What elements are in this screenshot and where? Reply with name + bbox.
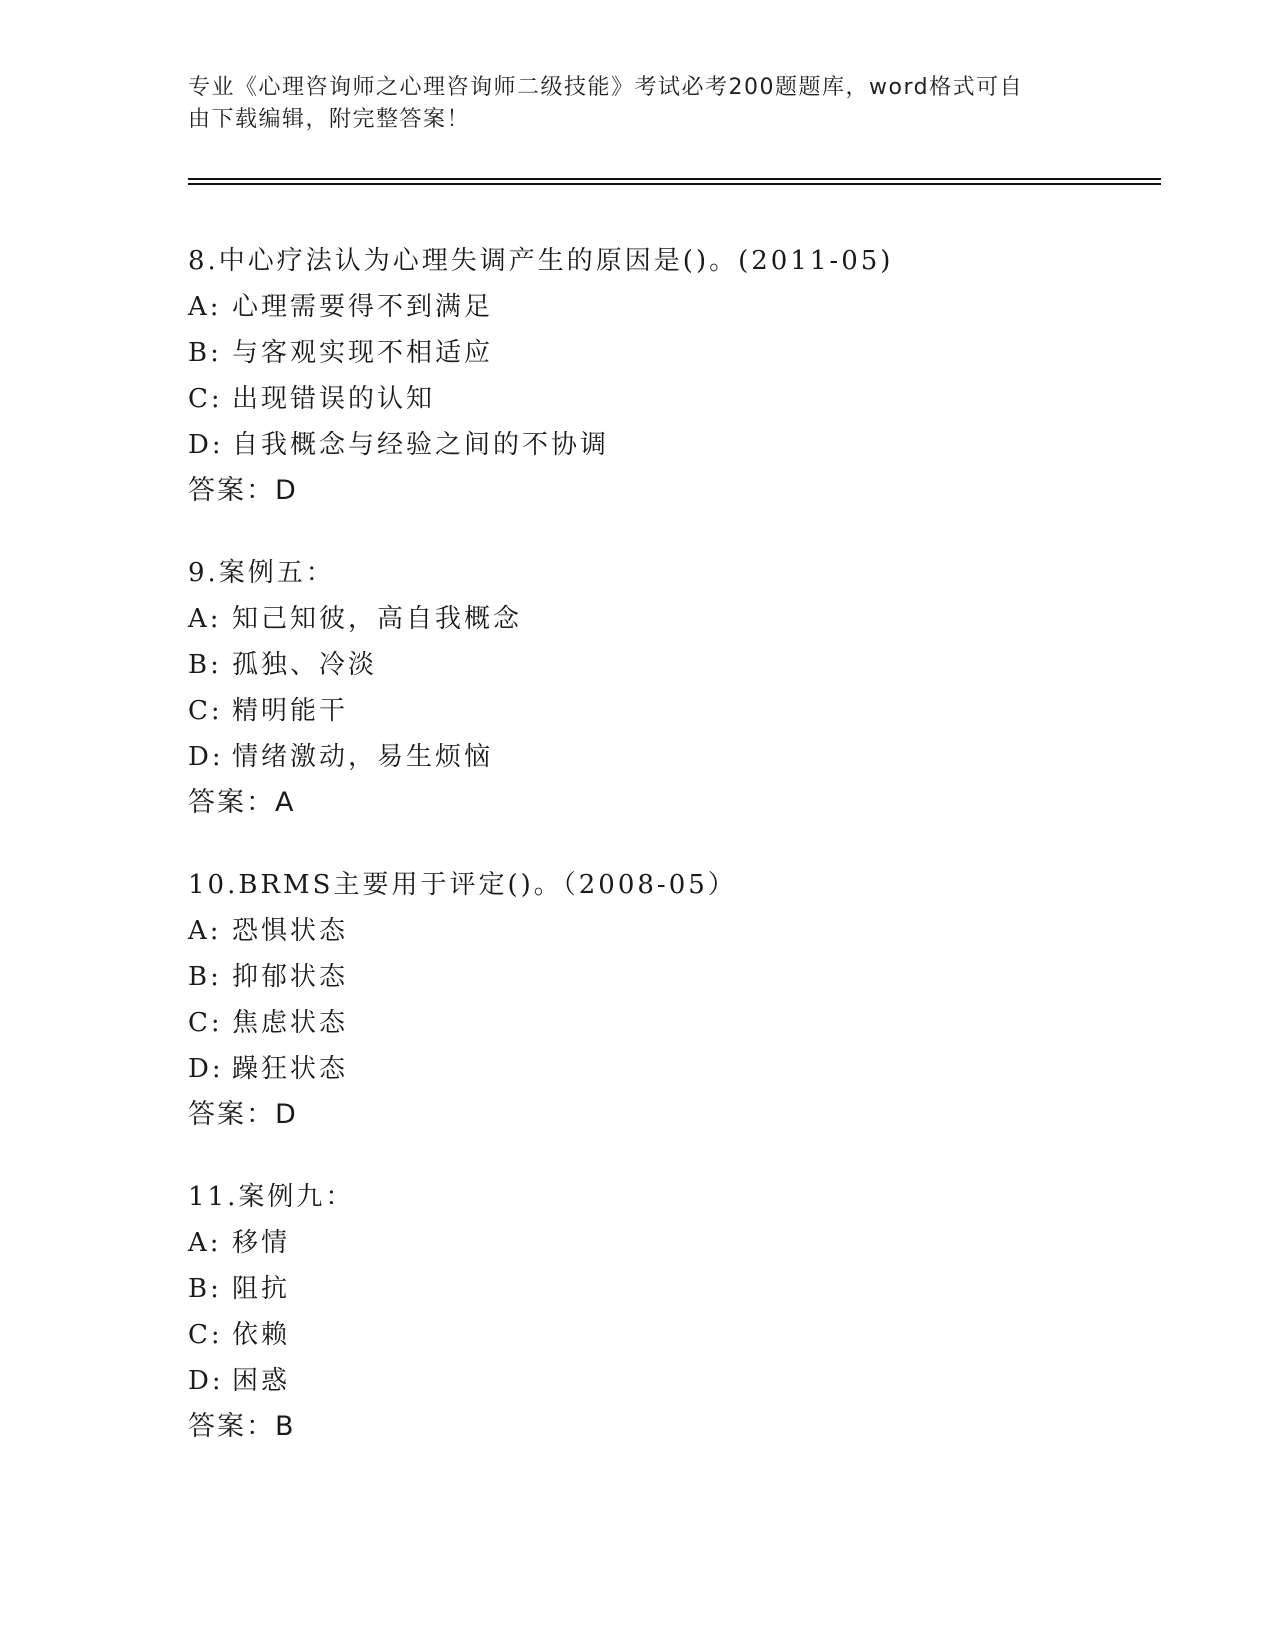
option-key: A: <box>188 1228 222 1258</box>
option-d <box>188 734 1148 780</box>
option-key: A: <box>188 604 222 634</box>
question-stem: 10.BRMS主要用于评定()。（2008-05） <box>188 870 737 900</box>
option-text: 情绪激动，易生烦恼 <box>232 742 494 772</box>
option-text: 知己知彼，高自我概念 <box>232 604 523 634</box>
option-key: D: <box>188 1054 224 1084</box>
option-b <box>188 1266 1148 1312</box>
option-key: B: <box>188 338 222 368</box>
option-text: 抑郁状态 <box>232 962 349 992</box>
option-c <box>188 1312 1148 1358</box>
option-c <box>188 1000 1148 1046</box>
option-text: 出现错误的认知 <box>232 384 436 414</box>
question-item <box>188 238 1148 514</box>
option-c <box>188 376 1148 422</box>
answer-line: 答案：D <box>188 1099 298 1130</box>
option-b <box>188 954 1148 1000</box>
option-key: B: <box>188 962 222 992</box>
answer-line: 答案：D <box>188 475 298 506</box>
option-text: 困惑 <box>232 1366 291 1396</box>
option-a <box>188 1220 1148 1266</box>
question-stem: 8.中心疗法认为心理失调产生的原因是()。(2011-05) <box>188 246 894 276</box>
option-key: A: <box>188 916 222 946</box>
option-text: 躁狂状态 <box>232 1054 349 1084</box>
answer-line: 答案：B <box>188 1411 296 1442</box>
option-a <box>188 596 1148 642</box>
option-key: D: <box>188 430 224 460</box>
option-text: 孤独、冷淡 <box>232 650 378 680</box>
option-text: 移情 <box>232 1228 291 1258</box>
option-text: 焦虑状态 <box>232 1008 349 1038</box>
option-text: 依赖 <box>232 1320 291 1350</box>
option-a <box>188 908 1148 954</box>
option-key: B: <box>188 650 222 680</box>
header-divider-bottom <box>188 183 1161 185</box>
question-item <box>188 550 1148 826</box>
option-key: C: <box>188 1320 223 1350</box>
option-key: C: <box>188 384 223 414</box>
option-text: 自我概念与经验之间的不协调 <box>232 430 610 460</box>
option-d <box>188 1358 1148 1404</box>
option-d <box>188 422 1148 468</box>
option-text: 精明能干 <box>232 696 349 726</box>
option-key: D: <box>188 742 224 772</box>
header-divider-top <box>188 178 1161 180</box>
header-line-2: 由下载编辑，附完整答案！ <box>188 107 471 132</box>
option-text: 心理需要得不到满足 <box>232 292 494 322</box>
question-list <box>188 238 1148 1486</box>
option-key: D: <box>188 1366 224 1396</box>
option-b <box>188 330 1148 376</box>
option-key: A: <box>188 292 222 322</box>
option-key: B: <box>188 1274 222 1304</box>
document-header <box>188 72 1068 136</box>
question-stem: 9.案例五： <box>188 558 335 588</box>
option-key: C: <box>188 696 223 726</box>
answer-line: 答案：A <box>188 787 296 818</box>
option-text: 恐惧状态 <box>232 916 349 946</box>
question-item <box>188 862 1148 1138</box>
option-c <box>188 688 1148 734</box>
header-line-1: 专业《心理咨询师之心理咨询师二级技能》考试必考200题题库，word格式可自 <box>188 75 1024 100</box>
question-item <box>188 1174 1148 1450</box>
option-d <box>188 1046 1148 1092</box>
question-stem: 11.案例九： <box>188 1182 355 1212</box>
option-a <box>188 284 1148 330</box>
option-text: 与客观实现不相适应 <box>232 338 494 368</box>
option-text: 阻抗 <box>232 1274 291 1304</box>
option-b <box>188 642 1148 688</box>
option-key: C: <box>188 1008 223 1038</box>
